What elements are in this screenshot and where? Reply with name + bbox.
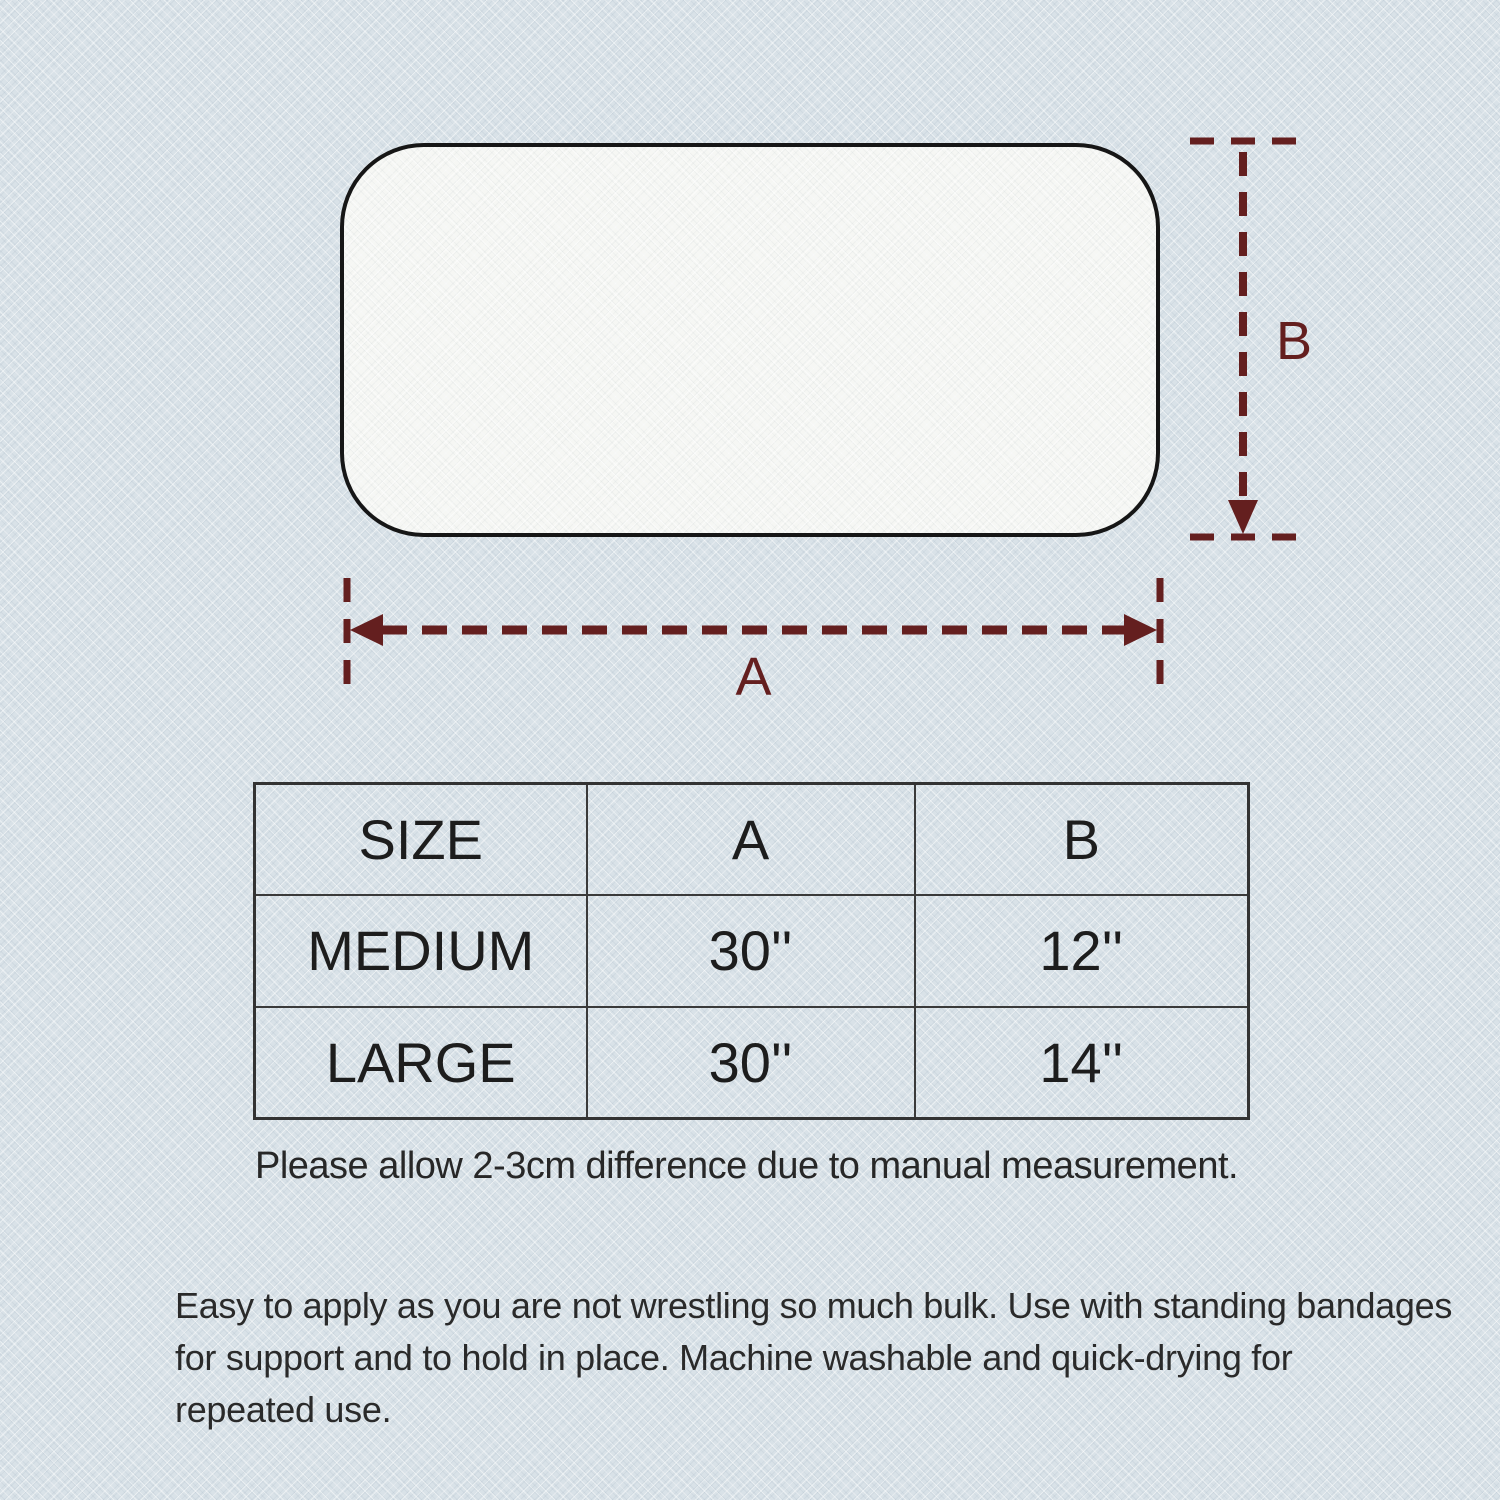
description-line-1: Easy to apply as you are not wrestling so much bulk. Use with standing bandages [175, 1285, 1453, 1326]
product-pad-shape [340, 143, 1160, 537]
table-row-medium [255, 895, 1249, 1007]
cell-large-a: 30'' [587, 1007, 915, 1119]
description-line-2: for support and to hold in place. Machine washable and quick-drying for [175, 1337, 1293, 1378]
cell-medium-a: 30'' [587, 895, 915, 1007]
measurement-note: Please allow 2-3cm difference due to manual measurement. [255, 1145, 1239, 1187]
header-size: SIZE [255, 784, 587, 895]
dimension-a-label: A [735, 647, 772, 707]
description-line-3: repeated use. [175, 1389, 392, 1430]
header-dimension-b: B [915, 784, 1249, 895]
dimension-b-arrowhead-bottom [1228, 500, 1258, 534]
dimension-a-arrowhead-right [1124, 614, 1157, 646]
header-dimension-a: A [587, 784, 915, 895]
cell-medium-size: MEDIUM [255, 895, 587, 1007]
dimension-b-label: B [1276, 311, 1313, 371]
table-header-row [255, 784, 1249, 895]
dimension-a-arrowhead-left [350, 614, 383, 646]
table-row-large [255, 1007, 1249, 1119]
product-description [175, 1280, 1455, 1436]
cell-large-b: 14'' [915, 1007, 1249, 1119]
cell-large-size: LARGE [255, 1007, 587, 1119]
size-chart-table [253, 782, 1250, 1120]
cell-medium-b: 12'' [915, 895, 1249, 1007]
